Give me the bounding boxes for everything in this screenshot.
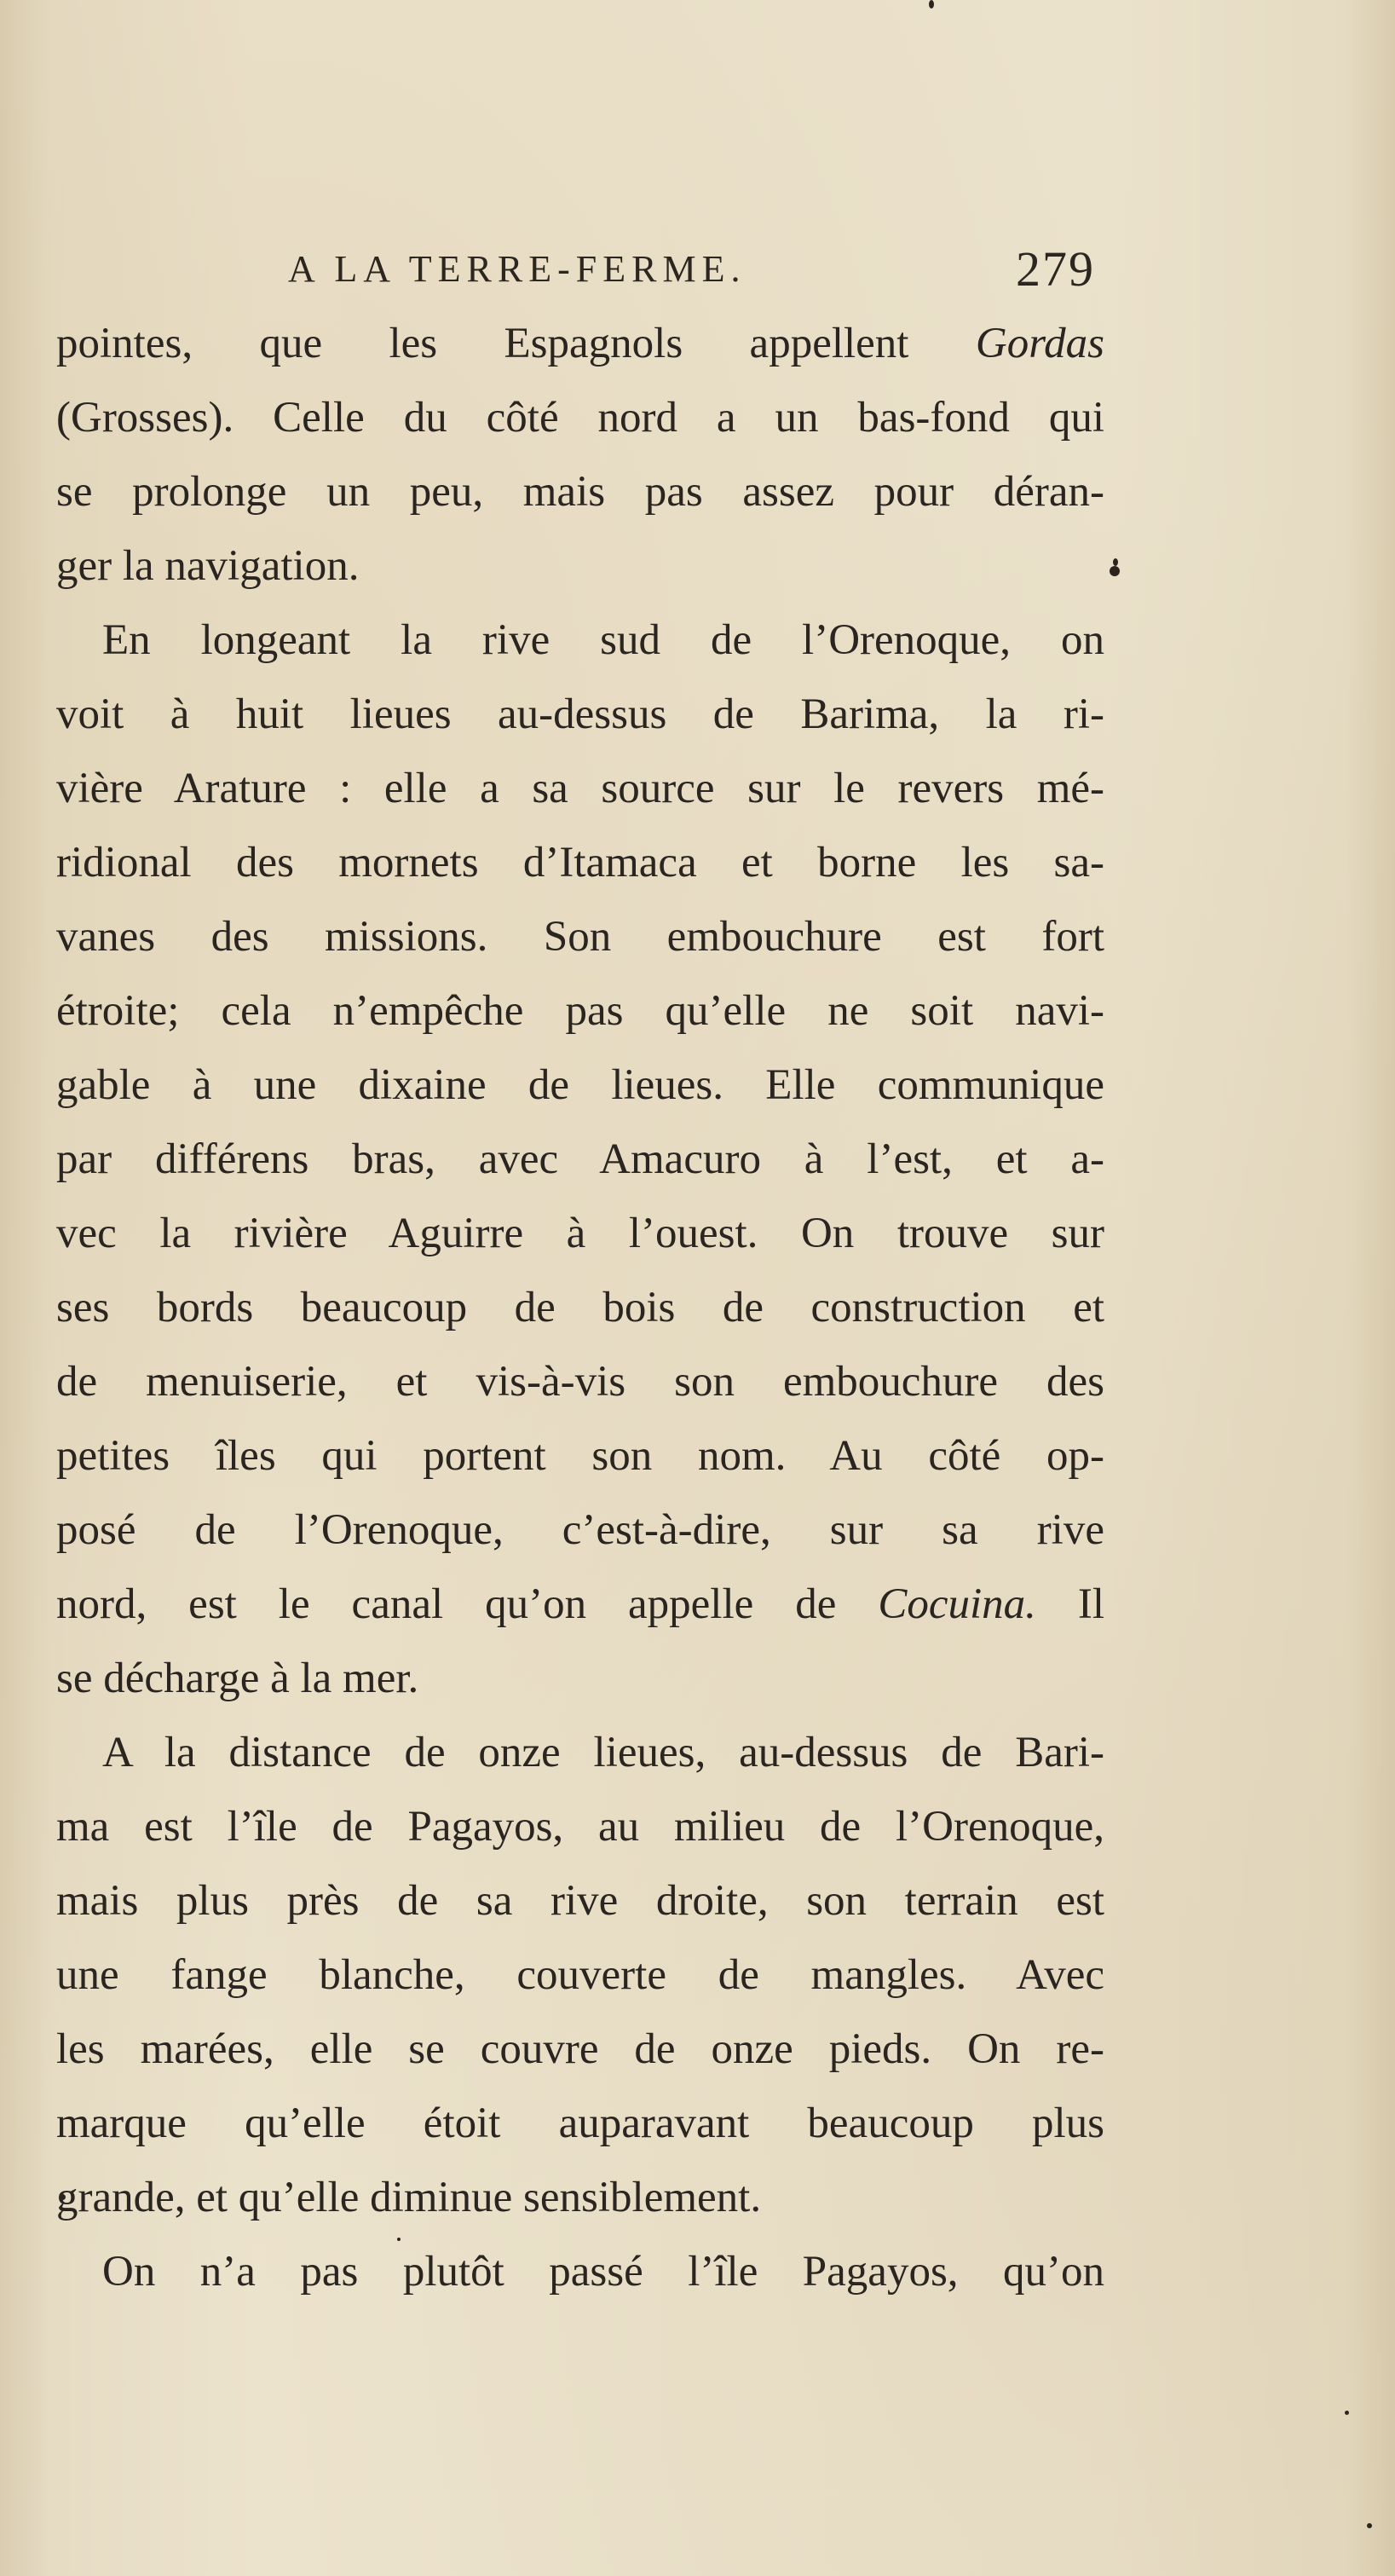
- italic-word: Cocuina.: [878, 1580, 1036, 1628]
- text-line: nord, est le canal qu’on appelle de Cocuina. Il: [56, 1580, 1104, 1628]
- italic-word: Gordas: [975, 320, 1104, 367]
- text-line: petites îles qui portent son nom. Au côté op-: [56, 1432, 1104, 1480]
- text-line: vanes des missions. Son embouchure est fort: [56, 913, 1104, 961]
- text-line: En longeant la rive sud de l’Orenoque, on: [102, 616, 1104, 664]
- text-line: marque qu’elle étoit auparavant beaucoup plus: [56, 2099, 1104, 2147]
- text-line: une fange blanche, couverte de mangles. Avec: [56, 1951, 1104, 1999]
- page-number: 279: [1016, 241, 1095, 297]
- text-line: A la distance de onze lieues, au-dessus de Bari-: [102, 1729, 1104, 1776]
- text-line: ridional des mornets d’Itamaca et borne les sa-: [56, 839, 1104, 887]
- body-text: [56, 307, 1104, 2309]
- text-line: vière Arature : elle a sa source sur le revers mé-: [56, 765, 1104, 812]
- running-head: A LA TERRE-FERME.: [288, 248, 746, 290]
- text-line: les marées, elle se couvre de onze pieds. On re-: [56, 2025, 1104, 2073]
- text-line: vec la rivière Aguirre à l’ouest. On trouve sur: [56, 1210, 1104, 1257]
- ink-speck: [1367, 2523, 1372, 2528]
- text-line: grande, et qu’elle diminue sensiblement.: [56, 2174, 762, 2221]
- text-line: ger la navigation.: [56, 542, 360, 590]
- text-line: étroite; cela n’empêche pas qu’elle ne soit navi-: [56, 987, 1104, 1035]
- text-line: posé de l’Orenoque, c’est-à-dire, sur sa rive: [56, 1506, 1104, 1554]
- text-line: se prolonge un peu, mais pas assez pour déran-: [56, 468, 1104, 516]
- text-line: ses bords beaucoup de bois de construction et: [56, 1284, 1104, 1331]
- text-line: par différens bras, avec Amacuro à l’est, et a-: [56, 1135, 1104, 1183]
- text-line: (Grosses). Celle du côté nord a un bas-fond qui: [56, 394, 1104, 442]
- page-header: [0, 240, 1395, 300]
- text-line: mais plus près de sa rive droite, son terrain est: [56, 1877, 1104, 1925]
- text-line: de menuiserie, et vis-à-vis son embouchure des: [56, 1358, 1104, 1406]
- text-line: se décharge à la mer.: [56, 1655, 419, 1702]
- ink-speck: [1345, 2411, 1349, 2415]
- text-line: voit à huit lieues au-dessus de Barima, la ri-: [56, 690, 1104, 738]
- text-line: ma est l’île de Pagayos, au milieu de l’Orenoque,: [56, 1803, 1104, 1851]
- ink-speck: [1110, 566, 1120, 576]
- text-line: On n’a pas plutôt passé l’île Pagayos, qu’on: [102, 2248, 1104, 2296]
- text-line: gable à une dixaine de lieues. Elle communique: [56, 1061, 1104, 1109]
- text-line: pointes, que les Espagnols appellent Gordas: [56, 320, 1104, 367]
- ink-speck: [1113, 558, 1118, 566]
- ink-speck: [929, 0, 934, 9]
